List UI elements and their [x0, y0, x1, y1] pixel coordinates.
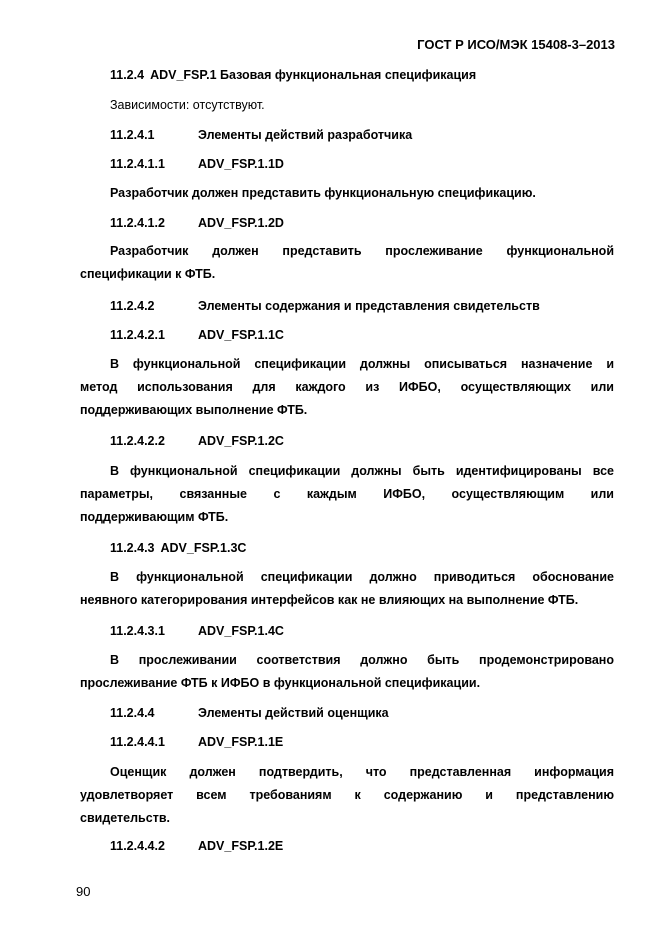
section-heading — [110, 68, 476, 82]
section-number: 11.2.4.3.1 — [110, 624, 165, 638]
section-heading — [110, 157, 284, 171]
paragraph — [80, 761, 614, 830]
section-number: 11.2.4.1 — [110, 128, 155, 142]
paragraph-line: неявного категорирования интерфейсов как не влияющих на выполнение ФТБ. — [80, 593, 579, 607]
paragraph-line: поддерживающим ФТБ. — [80, 510, 229, 524]
dependencies-text: Зависимости: отсутствуют. — [110, 98, 265, 112]
paragraph-line: свидетельств. — [80, 811, 170, 825]
section-heading — [110, 434, 284, 448]
section-heading — [110, 299, 540, 313]
section-title: ADV_FSP.1.3C — [160, 541, 247, 555]
paragraph-line: Оценщик должен подтвердить, что представленная информация — [110, 765, 614, 779]
paragraph-line: метод использования для каждого из ИФБО, осуществляющих или — [80, 380, 614, 394]
paragraph — [80, 566, 614, 612]
section-number: 11.2.4.2 — [110, 299, 155, 313]
section-heading — [110, 839, 283, 853]
section-title: Элементы действий оценщика — [198, 706, 389, 720]
section-number: 11.2.4.1.2 — [110, 216, 165, 230]
section-title: ADV_FSP.1.4C — [198, 624, 284, 638]
paragraph-line: спецификации к ФТБ. — [80, 267, 216, 281]
section-number: 11.2.4.4 — [110, 706, 155, 720]
section-number: 11.2.4 — [110, 68, 145, 82]
paragraph-line: В функциональной спецификации должны описываться назначение и — [110, 357, 614, 371]
section-heading — [110, 328, 284, 342]
section-number: 11.2.4.4.1 — [110, 735, 165, 749]
section-title: ADV_FSP.1.2D — [198, 216, 284, 230]
paragraph — [80, 182, 614, 205]
section-title: ADV_FSP.1.1E — [198, 735, 284, 749]
paragraph — [80, 353, 614, 422]
paragraph-line: поддерживающих выполнение ФТБ. — [80, 403, 308, 417]
paragraph-line: В функциональной спецификации должно приводиться обоснование — [110, 570, 614, 584]
section-number: 11.2.4.1.1 — [110, 157, 165, 171]
paragraph-line: В функциональной спецификации должны быть идентифицированы все — [110, 464, 614, 478]
section-heading — [110, 541, 246, 555]
paragraph — [80, 240, 614, 286]
section-title: ADV_FSP.1 Базовая функциональная спецификация — [150, 68, 477, 82]
section-title: Элементы действий разработчика — [198, 128, 413, 142]
paragraph-line: удовлетворяет всем требованиям к содержанию и представлению — [80, 788, 614, 802]
section-heading — [110, 735, 283, 749]
paragraph-line: прослеживание ФТБ к ИФБО в функциональной спецификации. — [80, 676, 481, 690]
section-number: 11.2.4.3 — [110, 541, 155, 555]
section-number: 11.2.4.4.2 — [110, 839, 165, 853]
page-number: 90 — [76, 884, 91, 899]
section-title: ADV_FSP.1.2E — [198, 839, 284, 853]
paragraph-line: Разработчик должен представить функциональную спецификацию. — [110, 186, 536, 200]
section-number: 11.2.4.2.2 — [110, 434, 165, 448]
paragraph — [80, 649, 614, 695]
section-title: Элементы содержания и представления свидетельств — [198, 299, 540, 313]
section-heading — [110, 706, 389, 720]
section-heading — [110, 128, 412, 142]
section-number: 11.2.4.2.1 — [110, 328, 165, 342]
document-header: ГОСТ Р ИСО/МЭК 15408-3–2013 — [417, 37, 615, 52]
section-heading — [110, 624, 284, 638]
section-title: ADV_FSP.1.2C — [198, 434, 284, 448]
section-title: ADV_FSP.1.1C — [198, 328, 284, 342]
paragraph-line: параметры, связанные с каждым ИФБО, осуществляющим или — [80, 487, 614, 501]
paragraph — [80, 460, 614, 529]
section-heading — [110, 216, 284, 230]
paragraph-line: Разработчик должен представить прослеживание функциональной — [110, 244, 614, 258]
paragraph-line: В прослеживании соответствия должно быть продемонстрировано — [110, 653, 614, 667]
section-title: ADV_FSP.1.1D — [198, 157, 284, 171]
